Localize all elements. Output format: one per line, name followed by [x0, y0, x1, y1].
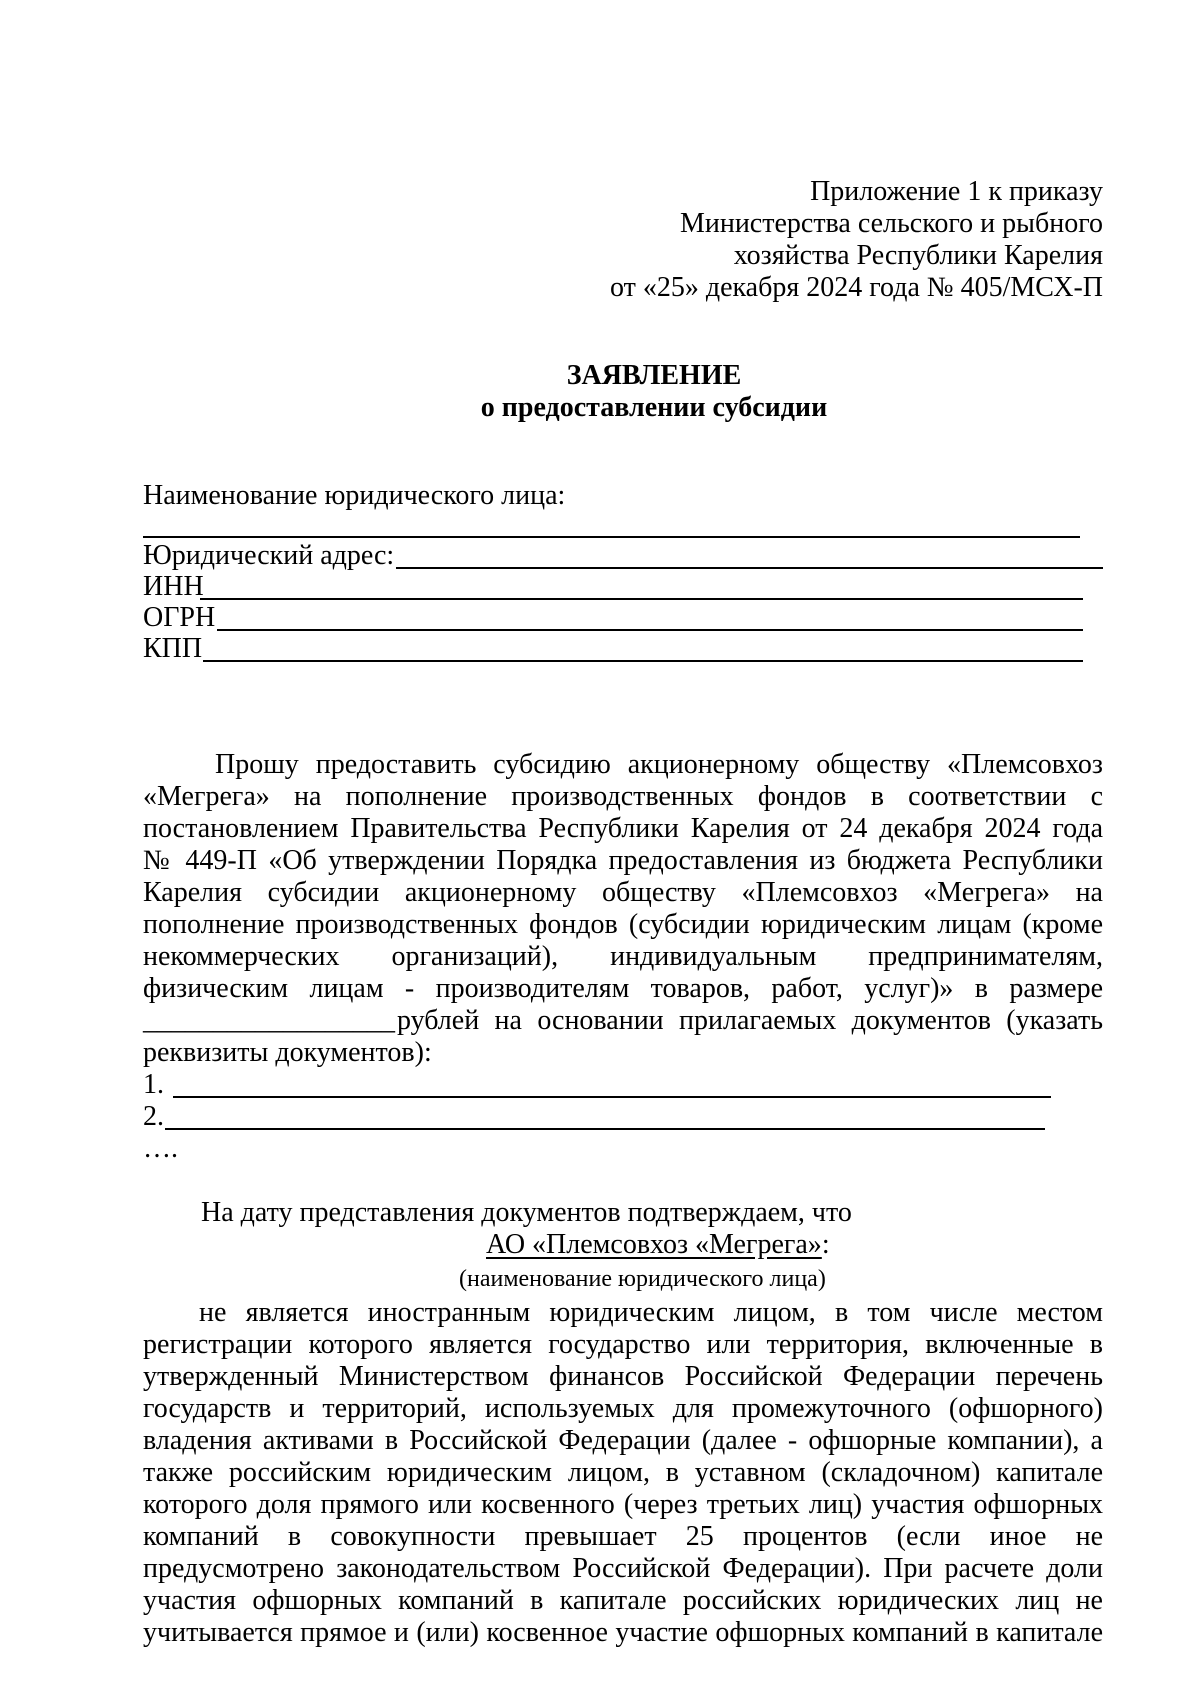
amount-blank: __________________	[143, 1005, 395, 1036]
request-line: некоммерческих организаций), индивидуальным предпринимателям,	[143, 941, 1103, 972]
confirmation-intro: На дату представления документов подтверждаем, что	[201, 1197, 852, 1228]
confirmation-line: регистрации которого является государство или территория, включенные в	[143, 1329, 1103, 1360]
amount-text: рублей на основании прилагаемых документов (указать	[397, 1005, 1103, 1036]
confirmation-line: которого доля прямого или косвенного (через третьих лиц) участия офшорных	[143, 1489, 1103, 1520]
document-item-2-label: 2.	[143, 1101, 164, 1132]
document-item-2-line	[165, 1128, 1045, 1130]
document-subtitle: о предоставлении субсидии	[480, 392, 828, 423]
ellipsis: ….	[143, 1133, 178, 1164]
document-item-1-line	[173, 1096, 1051, 1098]
confirmation-line: компаний в совокупности превышает 25 процентов (если иное не	[143, 1521, 1103, 1552]
ogrn-line	[217, 629, 1083, 631]
request-line: физическим лицам - производителям товаров, работ, услуг)» в размере	[143, 973, 1103, 1004]
request-line: «Мегрега» на пополнение производственных фондов в соответствии с	[143, 781, 1103, 812]
address-label: Юридический адрес:	[143, 540, 395, 571]
confirmation-line: утвержденный Министерством финансов Российской Федерации перечень	[143, 1361, 1103, 1392]
document-title: ЗАЯВЛЕНИЕ	[566, 360, 742, 391]
confirmation-line: также российским юридическим лицом, в уставном (складочном) капитале	[143, 1457, 1103, 1488]
inn-line	[200, 598, 1083, 600]
confirmation-line: государств и территорий, используемых для промежуточного (офшорного)	[143, 1393, 1103, 1424]
ogrn-label: ОГРН	[143, 602, 216, 633]
org-caption: (наименование юридического лица)	[459, 1266, 826, 1292]
request-line: № 449-П «Об утверждении Порядка предоставления из бюджета Республики	[143, 845, 1103, 876]
order-date-line: от «25» декабря 2024 года № 405/МСХ-П	[609, 272, 1103, 303]
request-line: Карелия субсидии акционерному обществу «Племсовхоз «Мегрега» на	[143, 877, 1103, 908]
request-line: пополнение производственных фондов (субсидии юридическим лицам (кроме	[143, 909, 1103, 940]
org-name	[486, 1229, 830, 1261]
address-line	[396, 567, 1103, 569]
legal-name-line	[143, 536, 1080, 538]
legal-name-label: Наименование юридического лица:	[143, 480, 566, 511]
request-line: Прошу предоставить субсидию акционерному обществу «Племсовхоз	[215, 749, 1103, 780]
kpp-line	[203, 660, 1083, 662]
confirmation-line: предусмотрено законодательством Российской Федерации). При расчете доли	[143, 1553, 1103, 1584]
documents-line: реквизиты документов):	[143, 1037, 432, 1068]
org-name-text: АО «Племсовхоз «Мегрега»	[486, 1229, 822, 1260]
org-name-colon: :	[821, 1229, 830, 1260]
document-item-1-label: 1.	[143, 1069, 164, 1100]
inn-label: ИНН	[143, 571, 204, 602]
ministry-line: Министерства сельского и рыбного	[679, 208, 1103, 239]
ministry-line-2: хозяйства Республики Карелия	[733, 240, 1103, 271]
appendix-line: Приложение 1 к приказу	[810, 176, 1103, 207]
confirmation-line: учитывается прямое и (или) косвенное участие офшорных компаний в капитале	[143, 1617, 1103, 1648]
confirmation-line: не является иностранным юридическим лицом, в том числе местом	[199, 1297, 1103, 1328]
confirmation-line: участия офшорных компаний в капитале российских юридических лиц не	[143, 1585, 1103, 1616]
confirmation-line: владения активами в Российской Федерации (далее - офшорные компании), а	[143, 1425, 1103, 1456]
request-line: постановлением Правительства Республики Карелия от 24 декабря 2024 года	[143, 813, 1103, 844]
kpp-label: КПП	[143, 633, 203, 664]
